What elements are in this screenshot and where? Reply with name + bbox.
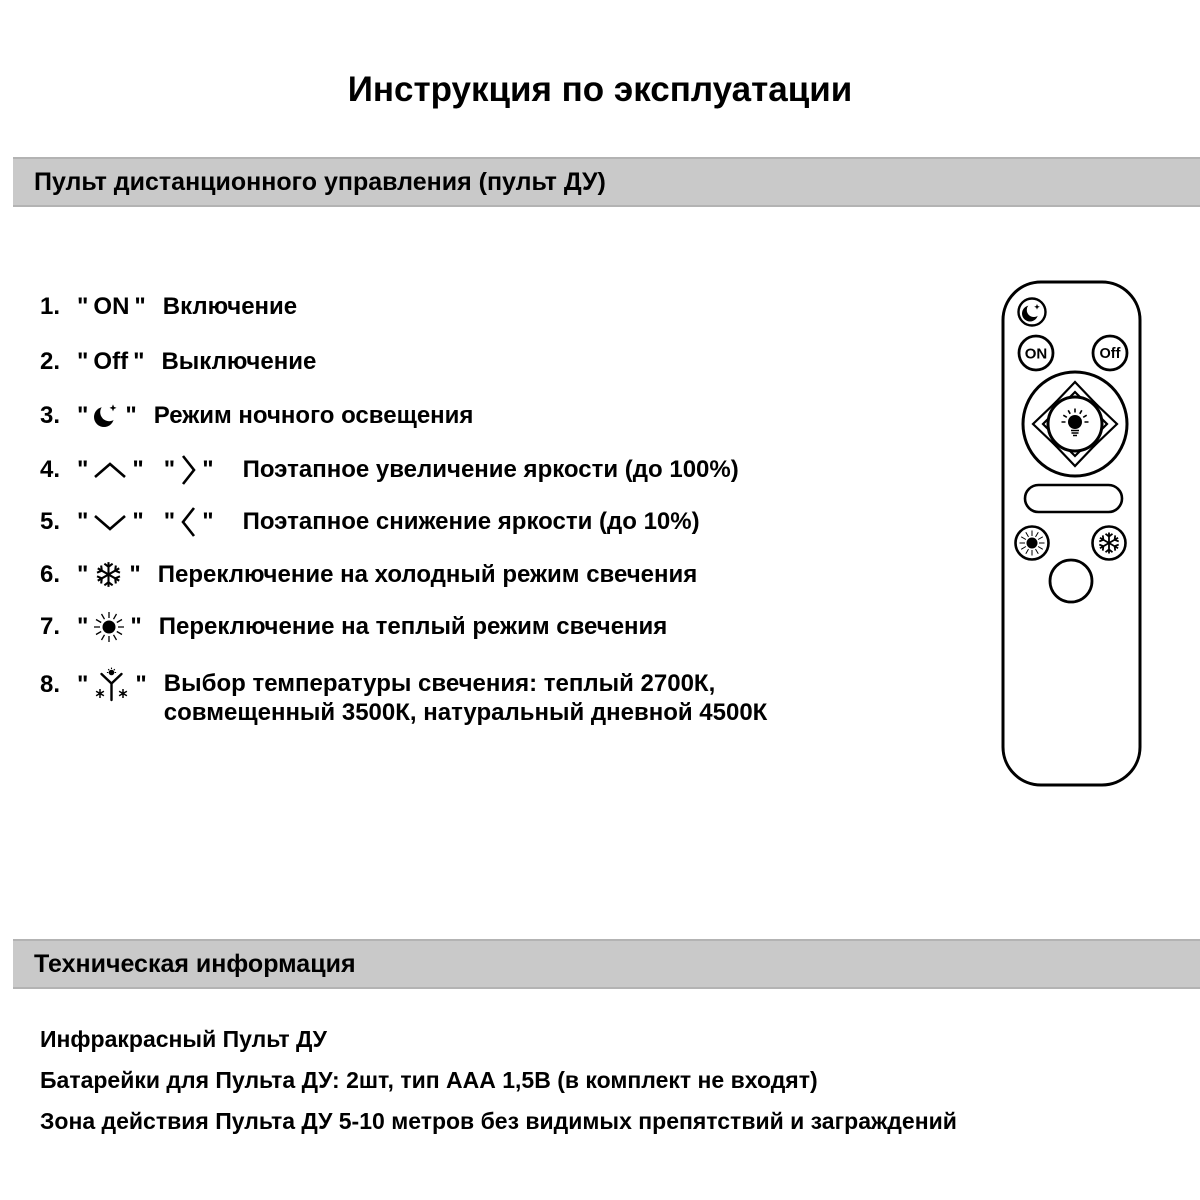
item-label: Выбор температуры свечения: теплый 2700К, совмещенный 3500К, натуральный дневной 4500К: [163, 670, 768, 726]
remote-control-illustration: [1000, 280, 1145, 790]
item-label: Режим ночного освещения: [153, 401, 474, 429]
list-item-color-temperature: [40, 669, 812, 727]
list-item-off: [40, 348, 316, 376]
remote-cold-button: [1093, 527, 1126, 560]
item-label: Поэтапное увеличение яркости (до 100%): [242, 456, 739, 483]
section-header-remote: [13, 157, 1200, 207]
quote-mark: ": [129, 560, 141, 588]
item-label: Поэтапное снижение яркости (до 10%): [242, 508, 700, 535]
item-label: Выключение: [161, 348, 317, 375]
item-number: 7.: [40, 613, 61, 640]
quote-mark: ": [77, 401, 89, 429]
color-temperature-select-icon: [93, 669, 130, 701]
remote-on-button: [1019, 336, 1053, 370]
snowflake-icon: [93, 559, 124, 590]
item-label: Включение: [162, 293, 298, 320]
tech-info-line: Зона действия Пульта ДУ 5-10 метров без видимых препятствий и заграждений: [40, 1108, 957, 1134]
quote-mark: ": [77, 613, 89, 640]
off-key-label: Off: [93, 348, 129, 375]
sun-icon: [93, 611, 125, 643]
quote-mark: ": [125, 401, 137, 429]
quote-mark: ": [77, 348, 89, 375]
section-header-remote-label: Пульт дистанционного управления (пульт ДУ): [34, 167, 606, 196]
quote-mark: ": [202, 508, 214, 535]
tech-info-line: Инфракрасный Пульт ДУ: [40, 1026, 327, 1052]
chevron-right-icon: [180, 454, 197, 486]
list-item-cold-mode: [40, 559, 697, 590]
remote-dpad: [1023, 372, 1127, 476]
list-item-brightness-up: [40, 454, 739, 486]
item-number: 3.: [40, 401, 61, 429]
item-number: 8.: [40, 671, 61, 698]
quote-mark: ": [133, 348, 145, 375]
quote-mark: ": [77, 456, 89, 483]
page-title: Инструкция по эксплуатации: [347, 70, 853, 109]
quote-mark: ": [77, 671, 89, 698]
item-number: 1.: [40, 293, 61, 320]
quote-mark: ": [77, 560, 89, 588]
quote-mark: ": [77, 508, 89, 535]
list-item-night-mode: [40, 401, 473, 430]
on-key-label: ON: [93, 293, 130, 320]
quote-mark: ": [77, 293, 89, 320]
quote-mark: ": [163, 456, 176, 483]
tech-info: [40, 1019, 957, 1142]
remote-warm-button: [1016, 527, 1049, 560]
quote-mark: ": [134, 293, 146, 320]
list-item-brightness-down: [40, 506, 700, 538]
crescent-moon-icon: [93, 401, 120, 430]
section-header-tech-label: Техническая информация: [34, 949, 356, 978]
list-item-on: [40, 293, 297, 321]
item-number: 6.: [40, 560, 61, 588]
section-header-tech: [13, 939, 1200, 989]
remote-pill-button: [1025, 485, 1122, 512]
quote-mark: ": [132, 456, 144, 483]
tech-info-line: Батарейки для Пульта ДУ: 2шт, тип ААА 1,5В (в комплект не входят): [40, 1067, 818, 1093]
item-number: 4.: [40, 456, 61, 483]
quote-mark: ": [202, 456, 214, 483]
remote-off-button: [1093, 336, 1127, 370]
chevron-left-icon: [180, 506, 197, 538]
svg-text:Off: Off: [1099, 346, 1121, 362]
quote-mark: ": [163, 508, 176, 535]
item-label: Переключение на холодный режим свечения: [157, 560, 698, 588]
quote-mark: ": [130, 613, 142, 640]
quote-mark: ": [135, 671, 147, 698]
chevron-up-icon: [93, 462, 127, 479]
list-item-warm-mode: [40, 611, 667, 643]
remote-night-mode-button: [1019, 299, 1046, 326]
item-number: 2.: [40, 348, 61, 375]
chevron-down-icon: [93, 514, 127, 531]
item-label: Переключение на теплый режим свечения: [158, 613, 668, 640]
quote-mark: ": [132, 508, 144, 535]
remote-round-button: [1050, 560, 1092, 602]
sun-icon: [1027, 538, 1038, 549]
svg-text:ON: ON: [1024, 345, 1048, 363]
item-number: 5.: [40, 508, 61, 535]
